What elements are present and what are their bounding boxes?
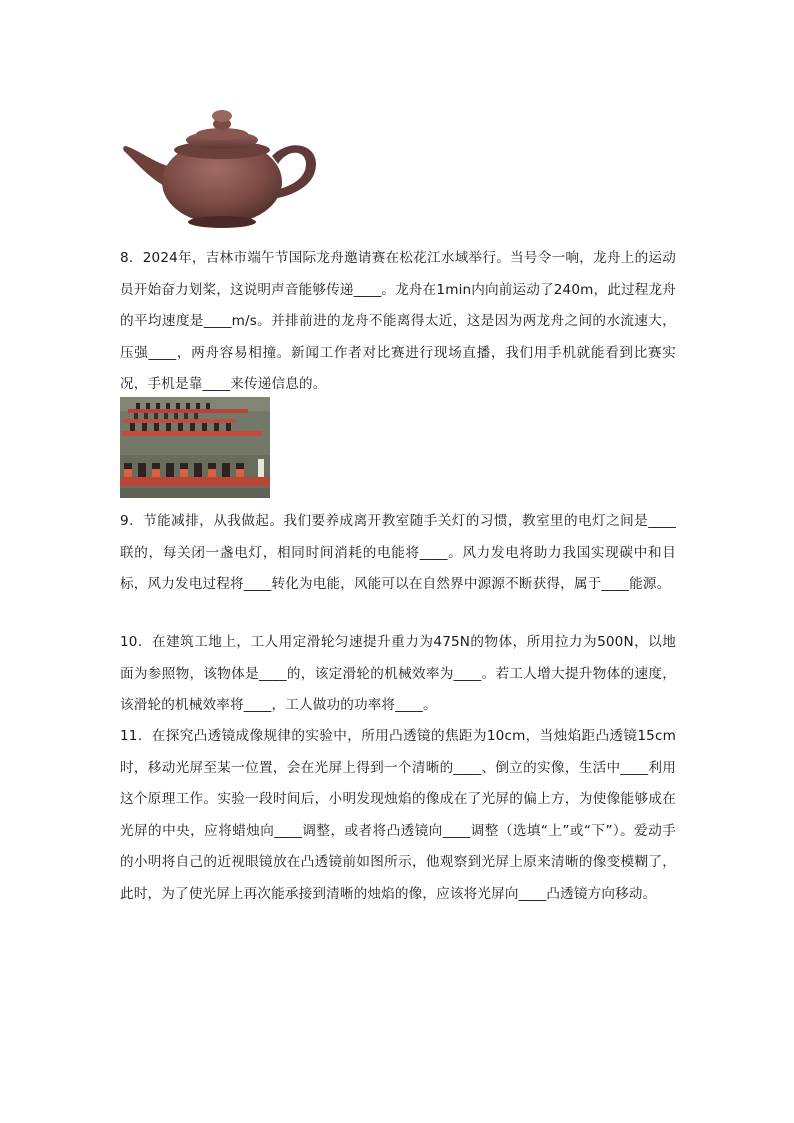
question-8: 8．2024年，吉林市端午节国际龙舟邀请赛在松花江水域举行。当号令一响，龙舟上的运动员开始奋力划桨，这说明声音能够传递____。龙舟在1min内向前运动了240m，此过程龙舟的平均速度是____m/s。并排前进的龙舟不能离得太近，这是因为两龙舟之间的水流速大，压强____，两舟容易相撞。新闻工作者对比赛进行现场直播，我们用手机就能看到比赛实况，手机是靠____来传递信息的。 [120,250,676,393]
dragon-boat-image [120,397,270,498]
question-9: 9．节能减排，从我做起。我们要养成离开教室随手关灯的习惯，教室里的电灯之间是____联的，每关闭一盏电灯，相同时间消耗的电能将____。风力发电将助力我国实现碳中和目标，风力发电过程将____转化为电能，风能可以在自然界中源源不断获得，属于____能源。 [120,513,676,593]
question-11: 11．在探究凸透镜成像规律的实验中，所用凸透镜的焦距为10cm，当烛焰距凸透镜15cm时，移动光屏至某一位置，会在光屏上得到一个清晰的____、倒立的实像，生活中____利用这个原理工作。实验一段时间后，小明发现烛焰的像成在了光屏的偏上方，为使像能够成在光屏的中央，应将蜡烛向____调整，或者将凸透镜向____调整（选填“上”或“下”）。爱动手的小明将自己的近视眼镜放在凸透镜前如图所示，他观察到光屏上原来清晰的像变模糊了，此时，为了使光屏上再次能承接到清晰的烛焰的像，应该将光屏向____凸透镜方向移动。 [120,728,676,902]
teapot-image [120,100,320,232]
question-10: 10．在建筑工地上，工人用定滑轮匀速提升重力为475N的物体，所用拉力为500N，以地面为参照物，该物体是____的，该定滑轮的机械效率为____。若工人增大提升物体的速度，该滑轮的机械效率将____，工人做功的功率将____。 [120,634,676,714]
